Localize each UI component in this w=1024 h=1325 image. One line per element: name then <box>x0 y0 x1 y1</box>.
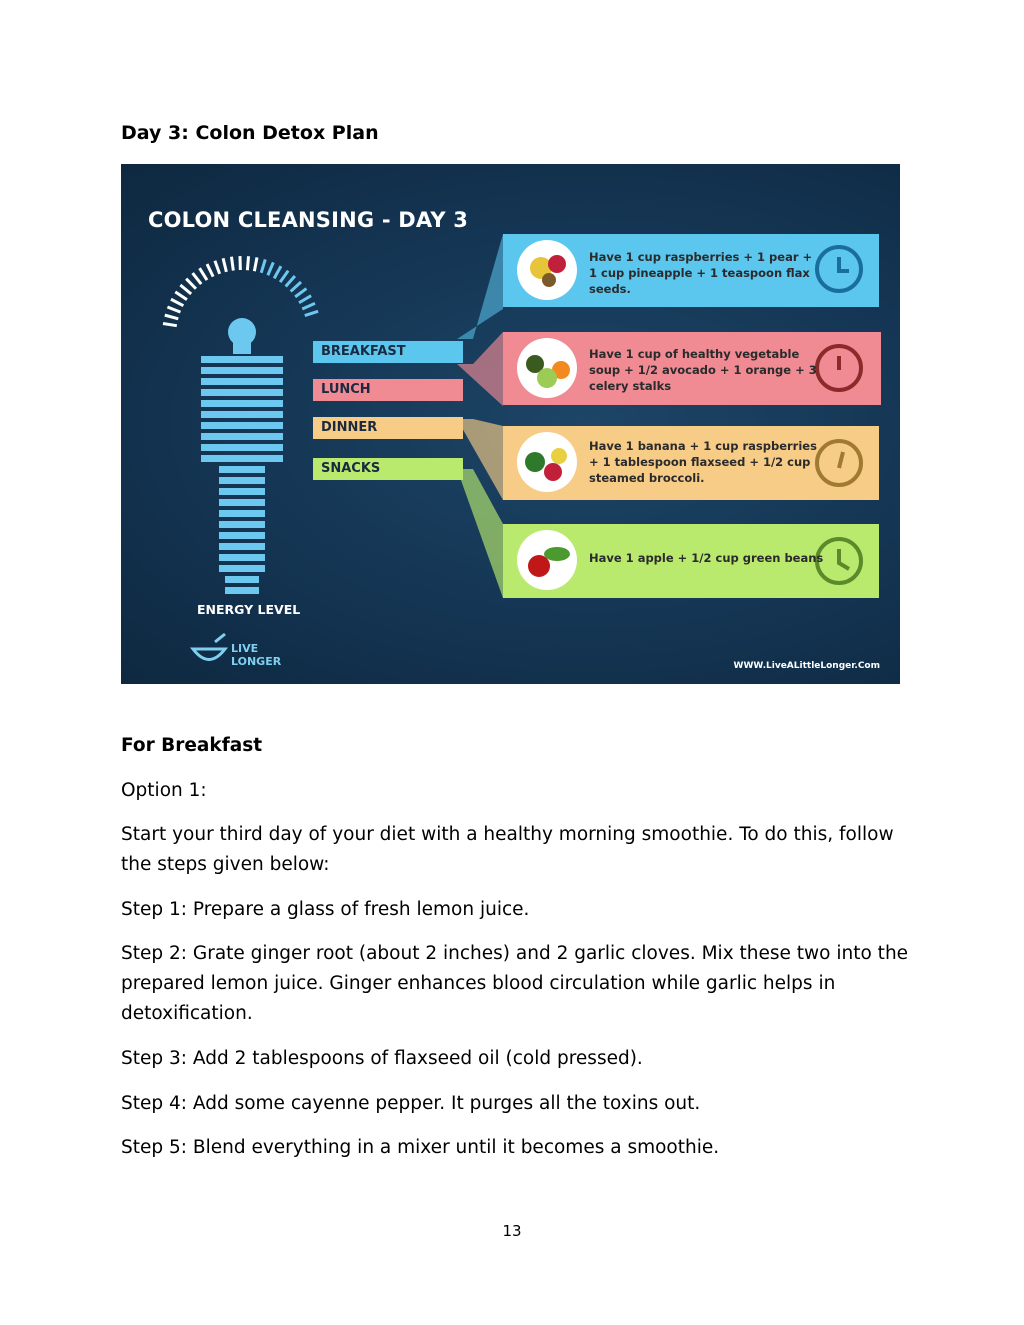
paragraph: Step 1: Prepare a glass of fresh lemon juice. <box>121 899 530 920</box>
human-figure-icon <box>201 318 283 594</box>
page-number: 13 <box>502 1222 522 1240</box>
breakfast-connector <box>457 234 503 339</box>
page-heading: Day 3: Colon Detox Plan <box>121 122 379 144</box>
snacks-label: SNACKS <box>313 458 463 480</box>
paragraph: Option 1: <box>121 780 207 801</box>
paragraph: Step 5: Blend everything in a mixer until it becomes a smoothie. <box>121 1137 720 1158</box>
infographic-title: COLON CLEANSING - DAY 3 <box>148 208 469 232</box>
dinner-text: Have 1 banana + 1 cup raspberries + 1 tablespoon flaxseed + 1/2 cup steamed broccoli. <box>589 439 817 485</box>
energy-level-label: ENERGY LEVEL <box>197 602 301 617</box>
paragraph: Start your third day of your diet with a healthy morning smoothie. To do this, follow the steps given below: <box>121 824 894 875</box>
energy-arc-icon <box>163 256 318 326</box>
snacks-text: Have 1 apple + 1/2 cup green beans <box>589 551 824 565</box>
lunch-text: Have 1 cup of healthy vegetable soup + 1/2 avocado + 1 orange + 3 celery stalks <box>589 347 817 393</box>
paragraph: Step 4: Add some cayenne pepper. It purges all the toxins out. <box>121 1093 701 1114</box>
logo-mortar-icon <box>193 634 225 660</box>
section-heading: For Breakfast <box>121 735 263 756</box>
colon-cleansing-infographic <box>121 164 900 684</box>
paragraph: Step 3: Add 2 tablespoons of flaxseed oil (cold pressed). <box>121 1048 643 1069</box>
lunch-food-icon <box>517 338 577 398</box>
breakfast-text: Have 1 cup raspberries + 1 pear + 1 cup pineapple + 1 teaspoon flax seeds. <box>589 250 813 296</box>
snacks-food-icon <box>517 530 577 590</box>
breakfast-label: BREAKFAST <box>313 341 463 363</box>
lunch-connector <box>457 332 503 406</box>
breakfast-food-icon <box>517 240 577 300</box>
logo-text: LIVE LONGER <box>231 642 282 668</box>
dinner-label: DINNER <box>313 417 463 439</box>
paragraph: Step 2: Grate ginger root (about 2 inches) and 2 garlic cloves. Mix these two into the prepared lemon juice. Ginger enhances blood circulation while garlic helps in detoxification. <box>121 943 909 1024</box>
snacks-connector <box>457 469 503 598</box>
website-credit: WWW.LiveALittleLonger.Com <box>733 661 880 671</box>
lunch-label: LUNCH <box>313 379 463 401</box>
dinner-food-icon <box>517 432 577 492</box>
